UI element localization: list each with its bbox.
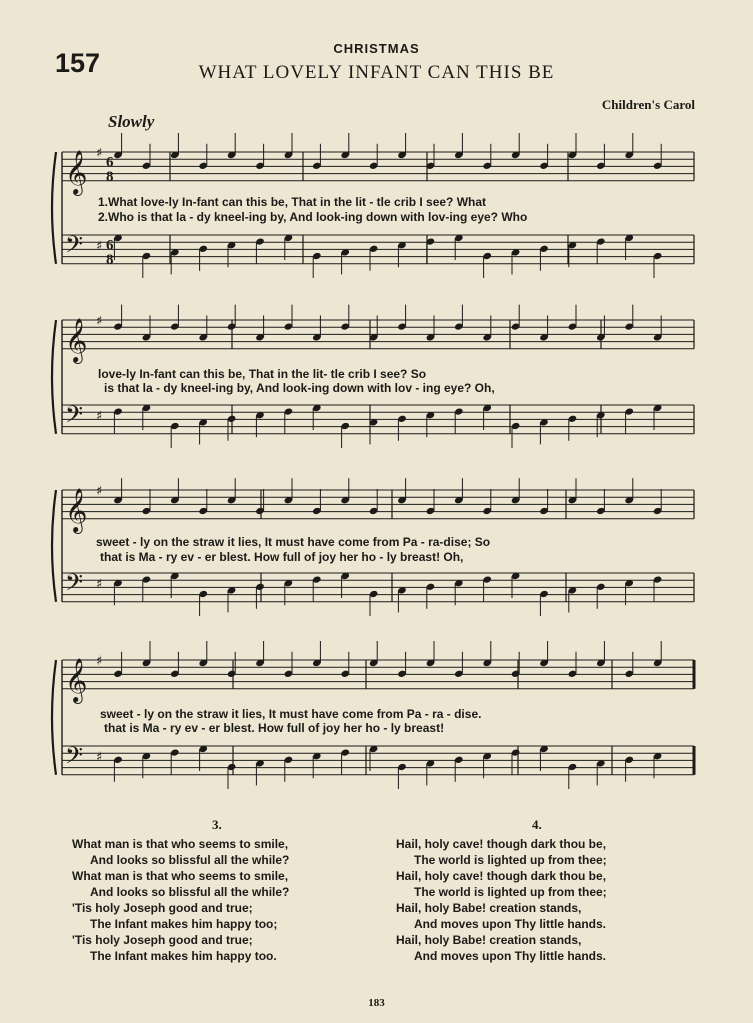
verse-line: 'Tis holy Joseph good and true;	[72, 901, 253, 915]
verse-line: 'Tis holy Joseph good and true;	[72, 933, 253, 947]
system-2-brace	[52, 320, 56, 434]
verse-line: The world is lighted up from thee;	[414, 853, 607, 867]
verse-3-text	[72, 836, 289, 964]
system-2-lyric-line-2: is that la - dy kneel-ing by, And look-ing down with lov - ing eye? Oh,	[104, 381, 495, 395]
verse-line: Hail, holy cave! though dark thou be,	[396, 837, 607, 851]
verse-4-text	[396, 836, 607, 964]
system-1-treble-clef: 𝄞	[65, 149, 88, 194]
system-1-lyric-line-2: 2.Who is that la - dy kneel-ing by, And look-ing down with lov-ing eye? Who	[98, 210, 528, 224]
system-1-bass-clef: 𝄢	[65, 230, 84, 264]
system-3-treble-clef: 𝄞	[65, 487, 88, 532]
system-4-key-sharp: ♯	[96, 749, 103, 765]
verse-line: Hail, holy Babe! creation stands,	[396, 933, 582, 947]
system-4-treble-clef: 𝄞	[65, 657, 88, 702]
verse-3-number: 3.	[212, 817, 222, 832]
verse-line: And moves upon Thy little hands.	[414, 949, 607, 963]
verse-line: And looks so blissful all the while?	[90, 853, 290, 867]
verse-line: What man is that who seems to smile,	[72, 837, 289, 851]
verse-line: And looks so blissful all the while?	[90, 885, 290, 899]
system-3-key-sharp: ♯	[96, 484, 103, 499]
system-2-lyric-line-1: love-ly In-fant can this be, That in the lit- tle crib I see? So	[98, 367, 427, 381]
hymn-number: 157	[55, 48, 101, 78]
system-3-lyric-line-2: that is Ma - ry ev - er blest. How full of joy her ho - ly breast! Oh,	[100, 550, 464, 564]
time-signature-digit: 6	[106, 237, 114, 254]
system-1-key-sharp: ♯	[96, 238, 103, 254]
system-3-lyric-line-1: sweet - ly on the straw it lies, It must have come from Pa - ra-dise; So	[96, 535, 491, 549]
system-3-key-sharp: ♯	[96, 576, 103, 592]
system-4-lyric-line-1: sweet - ly on the straw it lies, It must have come from Pa - ra - dise.	[100, 707, 482, 721]
section-heading: CHRISTMAS	[333, 41, 420, 56]
verse-line: The world is lighted up from thee;	[414, 885, 607, 899]
verse-line: Hail, holy cave! though dark thou be,	[396, 869, 607, 883]
system-1-lyric-line-1: 1.What love-ly In-fant can this be, That in the lit - tle crib I see? What	[98, 195, 487, 209]
system-4-bass-clef: 𝄢	[65, 741, 84, 775]
system-2-key-sharp: ♯	[96, 314, 103, 329]
verse-line: Hail, holy Babe! creation stands,	[396, 901, 582, 915]
time-signature-digit: 8	[106, 251, 114, 268]
system-4-lyric-line-2: that is Ma - ry ev - er blest. How full of joy her ho - ly breast!	[104, 721, 445, 735]
verse-line: The Infant makes him happy too;	[90, 917, 278, 931]
system-3-bass-clef: 𝄢	[65, 568, 84, 602]
verse-line: And moves upon Thy little hands.	[414, 917, 607, 931]
hymn-title: WHAT LOVELY INFANT CAN THIS BE	[198, 62, 555, 83]
system-2-bass-clef: 𝄢	[65, 400, 84, 434]
system-1-brace	[52, 152, 56, 264]
time-signature-digit: 6	[106, 154, 114, 171]
page-number: 183	[368, 997, 385, 1009]
attribution: Children's Carol	[601, 97, 695, 112]
verse-line: What man is that who seems to smile,	[72, 869, 289, 883]
system-1-key-sharp: ♯	[96, 146, 103, 161]
verse-4-number: 4.	[532, 817, 542, 832]
system-4-brace	[52, 660, 56, 775]
system-3-brace	[52, 490, 56, 602]
system-2-key-sharp: ♯	[96, 408, 103, 424]
system-4-key-sharp: ♯	[96, 654, 103, 669]
time-signature-digit: 8	[106, 168, 114, 185]
verse-line: The Infant makes him happy too.	[90, 949, 277, 963]
system-2-treble-clef: 𝄞	[65, 317, 88, 362]
tempo-marking: Slowly	[108, 112, 155, 131]
